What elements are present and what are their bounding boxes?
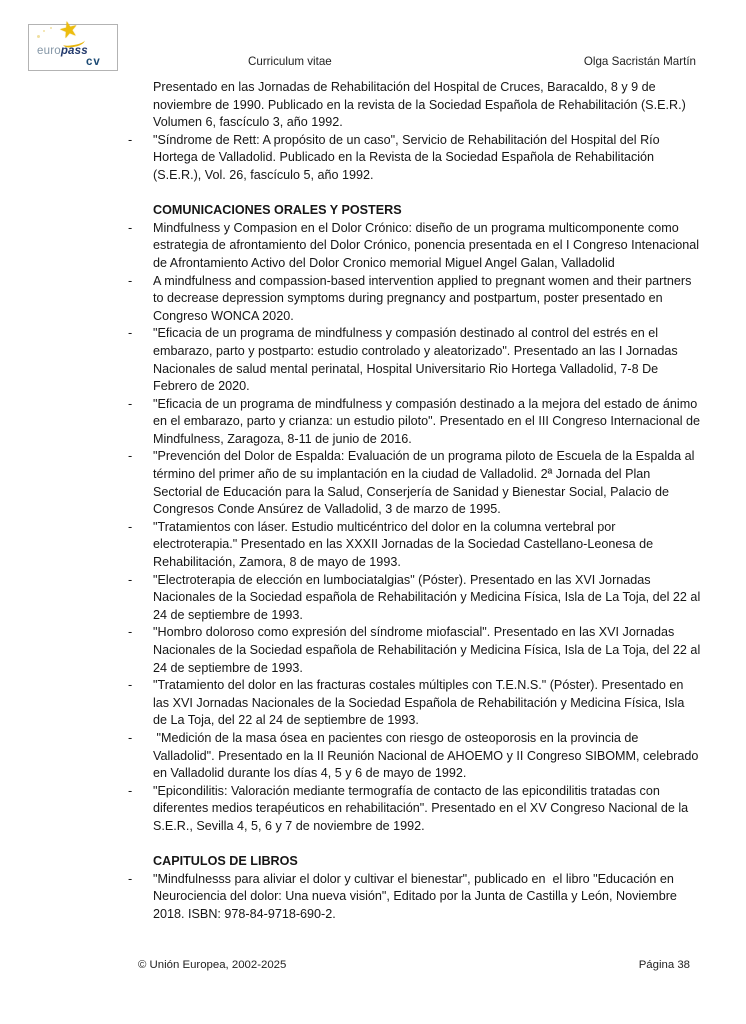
logo-sparkle-dot — [37, 35, 40, 38]
header-person-name: Olga Sacristán Martín — [583, 55, 696, 68]
publication-text: "Medición de la masa ósea en pacientes con riesgo de osteoporosis en la provincia de Valladolid". Presentado en la II Reunión Nacional de AHOEMO y II Congreso SIBOMM, celebrado en Valladolid durante los días 4, 5 y 6 de mayo de 1992. — [153, 730, 702, 781]
publication-item — [128, 624, 704, 677]
publication-text: Presentado en las Jornadas de Rehabilitación del Hospital de Cruces, Baracaldo, 8 y 9 de noviembre de 1990. Publicado en la revista de la Sociedad Española de Rehabilitación (S.E.R.) Volumen 6, fascículo 3, año 1992. — [153, 80, 690, 130]
bullet-dash: - — [128, 678, 133, 693]
section-heading: CAPITULOS DE LIBROS — [153, 854, 298, 869]
bullet-dash: - — [128, 783, 133, 798]
publication-text: "Prevención del Dolor de Espalda: Evaluación de un programa piloto de Escuela de la Espalda al término del primer año de su implantación en la ciudad de Valladolid. 2ª Jornada del Plan Sectorial de Educación para la Salud, Conserjería de Sanidad y Bienestar Social, Palacio de Congresos Conde Ansúrez de Valladolid, 3 de marzo de 1995. — [153, 449, 698, 517]
publication-text: "Síndrome de Rett: A propósito de un caso", Servicio de Rehabilitación del Hospital del Río Hortega de Valladolid. Publicado en la Revista de la Sociedad Española de Rehabilitación (S.E.R.), Vol. 26, fascículo 5, año 1992. — [153, 132, 664, 182]
publication-item — [128, 220, 701, 273]
europass-wordmark — [37, 45, 88, 57]
publication-item — [128, 572, 704, 625]
publication-text: "Mindfulnesss para aliviar el dolor y cultivar el bienestar", publicado en el libro "Educación en Neurociencia del dolor: Una nueva visión", Editado por la Junta de Castilla y León, Noviembre 2018. ISBN: 978-84-9718-690-2. — [153, 871, 681, 921]
bullet-dash: - — [128, 730, 133, 745]
publication-item — [128, 730, 701, 783]
publication-text: "Electroterapia de elección en lumbociatalgias" (Póster). Presentado en las XVI Jornadas Nacionales de la Sociedad española de Rehabilitación y Medicina Física, Isla de La Toja, del 22 al 24 de septiembre de 1993. — [153, 572, 704, 622]
document-body — [128, 79, 704, 924]
publication-item — [128, 677, 701, 730]
europass-cv-label: cv — [86, 56, 101, 68]
publication-text: Mindfulness y Compasion en el Dolor Crónico: diseño de un programa multicomponente como estrategia de afrontamiento del Dolor Crónico, ponencia presentada en el I Congreso Intenacional de Afrontamiento Activo del Dolor Cronico memorial Miguel Angel Galan, Valladolid — [153, 220, 703, 270]
publication-item — [128, 396, 704, 449]
publication-item — [128, 132, 701, 185]
bullet-dash: - — [128, 220, 133, 235]
publication-item — [128, 871, 701, 924]
publication-text: "Eficacia de un programa de mindfulness y compasión destinado al control del estrés en el embarazo, parto y postparto: estudio controlado y aleatorizado". Presentado an las I Jornadas Nacionales de salud mental perinatal, Hospital Universitario Rio Hortega Valladolid, 7-8 De Febrero de 2020. — [153, 326, 682, 394]
section-heading: COMUNICACIONES ORALES Y POSTERS — [153, 203, 402, 218]
bullet-dash: - — [128, 273, 133, 288]
bullet-dash: - — [128, 625, 133, 640]
publication-text: "Eficacia de un programa de mindfulness y compasión destinado a la mejora del estado de ánimo en el embarazo, parto y crianza: un estudio piloto". Presentado en el III Congreso Internacional de Mindfulness, Zaragoza, 8-11 de junio de 2016. — [153, 396, 704, 446]
publication-item — [128, 325, 701, 395]
europass-logo — [28, 14, 118, 71]
bullet-dash: - — [128, 572, 133, 587]
publication-item — [128, 783, 701, 836]
bullet-none — [128, 79, 153, 132]
bullet-dash: - — [128, 326, 133, 341]
publication-item — [128, 79, 701, 132]
europass-wordmark-pass: pass — [60, 45, 88, 57]
publication-text: "Hombro doloroso como expresión del síndrome miofascial". Presentado en las XVI Jornadas Nacionales de la Sociedad española de Rehabilitación y Medicina Física, Isla de La Toja, del 22 al 24 de septiembre de 1993. — [153, 625, 704, 675]
logo-sparkle-dot — [50, 27, 52, 29]
publication-item — [128, 519, 701, 572]
footer-copyright: © Unión Europea, 2002-2025 — [138, 959, 287, 971]
header-doc-type: Curriculum vitae — [248, 55, 332, 68]
publication-item — [128, 273, 701, 326]
europass-star-icon: ★ — [56, 14, 82, 45]
europass-wordmark-euro: euro — [37, 45, 61, 57]
bullet-dash: - — [128, 449, 133, 464]
publication-item — [128, 448, 701, 518]
bullet-dash: - — [128, 871, 133, 886]
bullet-dash: - — [128, 519, 133, 534]
publication-text: "Tratamiento del dolor en las fracturas costales múltiples con T.E.N.S." (Póster). Presentado en las XVI Jornadas Nacionales de la Sociedad Española de Rehabilitación y Medicina Física, Isla de La Toja, del 22 al 24 de septiembre de 1993. — [153, 678, 688, 728]
publication-text: "Epicondilitis: Valoración mediante termografía de contacto de las epicondilitis tratadas con diferentes medios terapéuticos en rehabilitación". Presentado en el XV Congreso Nacional de la S.E.R., Sevilla 4, 5, 6 y 7 de noviembre de 1992. — [153, 783, 692, 833]
bullet-dash: - — [128, 396, 133, 411]
bullet-dash: - — [128, 132, 133, 147]
footer-page-number: Página 38 — [638, 959, 690, 971]
logo-sparkle-dot — [43, 30, 45, 32]
publication-text: A mindfulness and compassion-based intervention applied to pregnant women and their partners to decrease depression symptoms during pregnancy and postpartum, poster presentado en Congreso WONCA 2020. — [153, 273, 695, 323]
publication-text: "Tratamientos con láser. Estudio multicéntrico del dolor en la columna vertebral por electroterapia." Presentado en las XXXII Jornadas de la Sociedad Castellano-Leonesa de Rehabilitación, Zamora, 8 de mayo de 1993. — [153, 519, 657, 570]
